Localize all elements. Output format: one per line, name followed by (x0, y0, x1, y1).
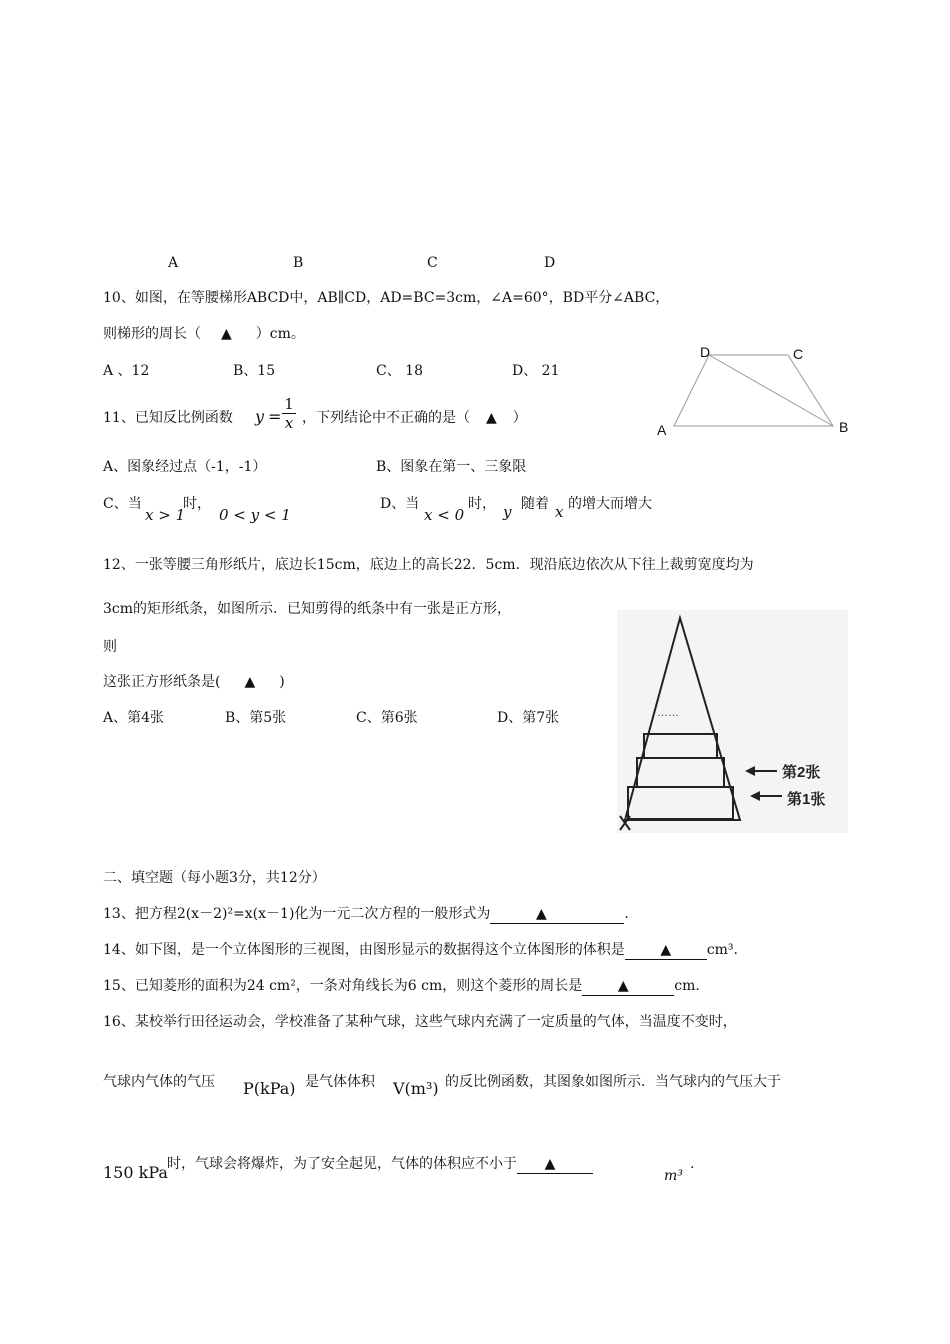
q10-line1: 10、如图，在等腰梯形ABCD中，AB∥CD，AD=BC=3cm，∠A=60°，BD平分∠ABC， (103, 290, 670, 306)
q12-line1: 12、一张等腰三角形纸片，底边长15cm，底边上的高长22．5cm．现沿底边依次从下往上裁剪宽度均为 (103, 557, 754, 573)
q16-expr-v: V(m³) (393, 1079, 439, 1098)
q11-choice-d-post: 的增大而增大 (568, 496, 652, 512)
q12-choice-a: A、第4张 (103, 710, 165, 726)
vertex-label-c: C (793, 346, 804, 362)
option-a-label: A (168, 255, 179, 271)
answer-marker: ▲ (544, 1156, 556, 1172)
q16-line3-mid: 时，气球会将爆炸，为了安全起见，气体的体积应不小于 (167, 1156, 517, 1172)
q15-pre: 15、已知菱形的面积为24 cm²，一条对角线长为6 cm，则这个菱形的周长是 (103, 978, 583, 994)
q12-choice-b: B、第5张 (225, 710, 287, 726)
q12-line3: 则 (103, 639, 117, 655)
q11-pre: 11、已知反比例函数 (103, 410, 233, 426)
q11-choice-c-mid: 时， (183, 496, 211, 512)
answer-marker: ▲ (660, 942, 672, 958)
q15-line (103, 977, 700, 996)
q10-choice-b: B、15 (233, 363, 276, 379)
q11-choice-b: B、图象在第一、三象限 (376, 459, 527, 475)
q11-choice-d-mid: 时， (468, 496, 496, 512)
diagonal-bd (709, 355, 833, 426)
q14-line (103, 941, 738, 960)
answer-marker: ▲ (221, 326, 232, 342)
section-title: 二、填空题（每小题3分，共12分） (103, 870, 326, 886)
q16-line3 (167, 1155, 593, 1174)
q11-post (302, 409, 527, 427)
option-c-label: C (427, 255, 438, 271)
q11-fraction (282, 395, 296, 432)
q10-choice-c: C、 18 (376, 363, 423, 379)
q14-pre: 14、如下图，是一个立体图形的三视图，由图形显示的数据得这个立体图形的体积是 (103, 942, 625, 958)
q10-line2-pre: 则梯形的周长（ (103, 326, 201, 342)
option-b-label: B (293, 255, 304, 271)
trapezoid-figure (650, 340, 860, 440)
q16-end: . (690, 1156, 695, 1172)
answer-blank (490, 905, 624, 924)
q12-line4 (103, 673, 285, 691)
q12-line2: 3cm的矩形纸条，如图所示．已知剪得的纸条中有一张是正方形， (103, 601, 512, 617)
q16-unit: m³ (664, 1168, 683, 1184)
q13-line (103, 905, 629, 924)
q13-post: . (624, 906, 629, 922)
answer-blank (517, 1155, 593, 1174)
answer-marker: ▲ (244, 674, 256, 690)
q11-choice-d-mid2: 随着 (521, 496, 549, 512)
q11-func-y: y (255, 407, 265, 426)
q16-line2-mid: 是气体体积 (305, 1074, 375, 1090)
q11-post-text: ，下列结论中不正确的是（ (302, 410, 470, 426)
strip-label-1: 第1张 (787, 791, 826, 808)
q16-expr-p: P(kPa) (243, 1079, 296, 1098)
q12-line4-pre: 这张正方形纸条是( (103, 674, 221, 690)
q12-line4-post: ) (279, 674, 285, 690)
q11-choice-d-cond: x < 0 (424, 506, 465, 524)
q13-pre: 13、把方程2(x－2)²=x(x－1)化为一元二次方程的一般形式为 (103, 906, 491, 922)
q16-line2-post: 的反比例函数，其图象如图所示．当气球内的气压大于 (445, 1074, 781, 1090)
fraction-denominator: x (284, 414, 294, 432)
trapezoid-shape (674, 355, 833, 426)
q16-line2-pre: 气球内气体的气压 (103, 1074, 215, 1090)
q14-post: cm³. (706, 942, 738, 958)
answer-blank (625, 941, 707, 960)
q15-post: cm. (674, 978, 700, 994)
q10-choice-d: D、 21 (512, 363, 560, 379)
q11-choice-c-pre: C、当 (103, 496, 142, 512)
q10-choice-a: A 、12 (103, 363, 150, 379)
q11-choice-d-pre: D、当 (380, 496, 420, 512)
strip-label-2: 第2张 (782, 764, 821, 781)
q12-choice-c: C、第6张 (356, 710, 418, 726)
triangle-strip-figure (617, 610, 848, 833)
q16-line3-expr: 150 kPa (103, 1163, 168, 1182)
vertex-label-d: D (700, 344, 711, 360)
fraction-numerator: 1 (284, 395, 294, 413)
answer-blank (582, 977, 674, 996)
vertex-label-a: A (657, 422, 667, 438)
q10-line2-post: ）cm。 (255, 326, 305, 342)
q16-line1: 16、某校举行田径运动会，学校准备了某种气球，这些气球内充满了一定质量的气体，当温度不变时， (103, 1014, 737, 1030)
answer-marker: ▲ (617, 978, 629, 994)
q11-choice-d-y: y (503, 503, 512, 521)
strip-dots: …… (657, 707, 679, 719)
q12-choice-d: D、第7张 (497, 710, 560, 726)
answer-marker: ▲ (486, 410, 497, 426)
q11-choice-a: A、图象经过点（-1，-1） (103, 459, 267, 475)
option-d-label: D (544, 255, 556, 271)
q11-choice-c-cond: x > 1 (145, 506, 186, 524)
q11-choice-c-res: 0 < y < 1 (219, 506, 291, 524)
q11-func-eq: = (268, 407, 282, 426)
q10-line2 (103, 325, 305, 343)
q11-close: ） (512, 410, 527, 426)
vertex-label-b: B (839, 419, 849, 435)
q11-choice-d-x: x (555, 503, 564, 521)
answer-marker: ▲ (536, 906, 547, 922)
